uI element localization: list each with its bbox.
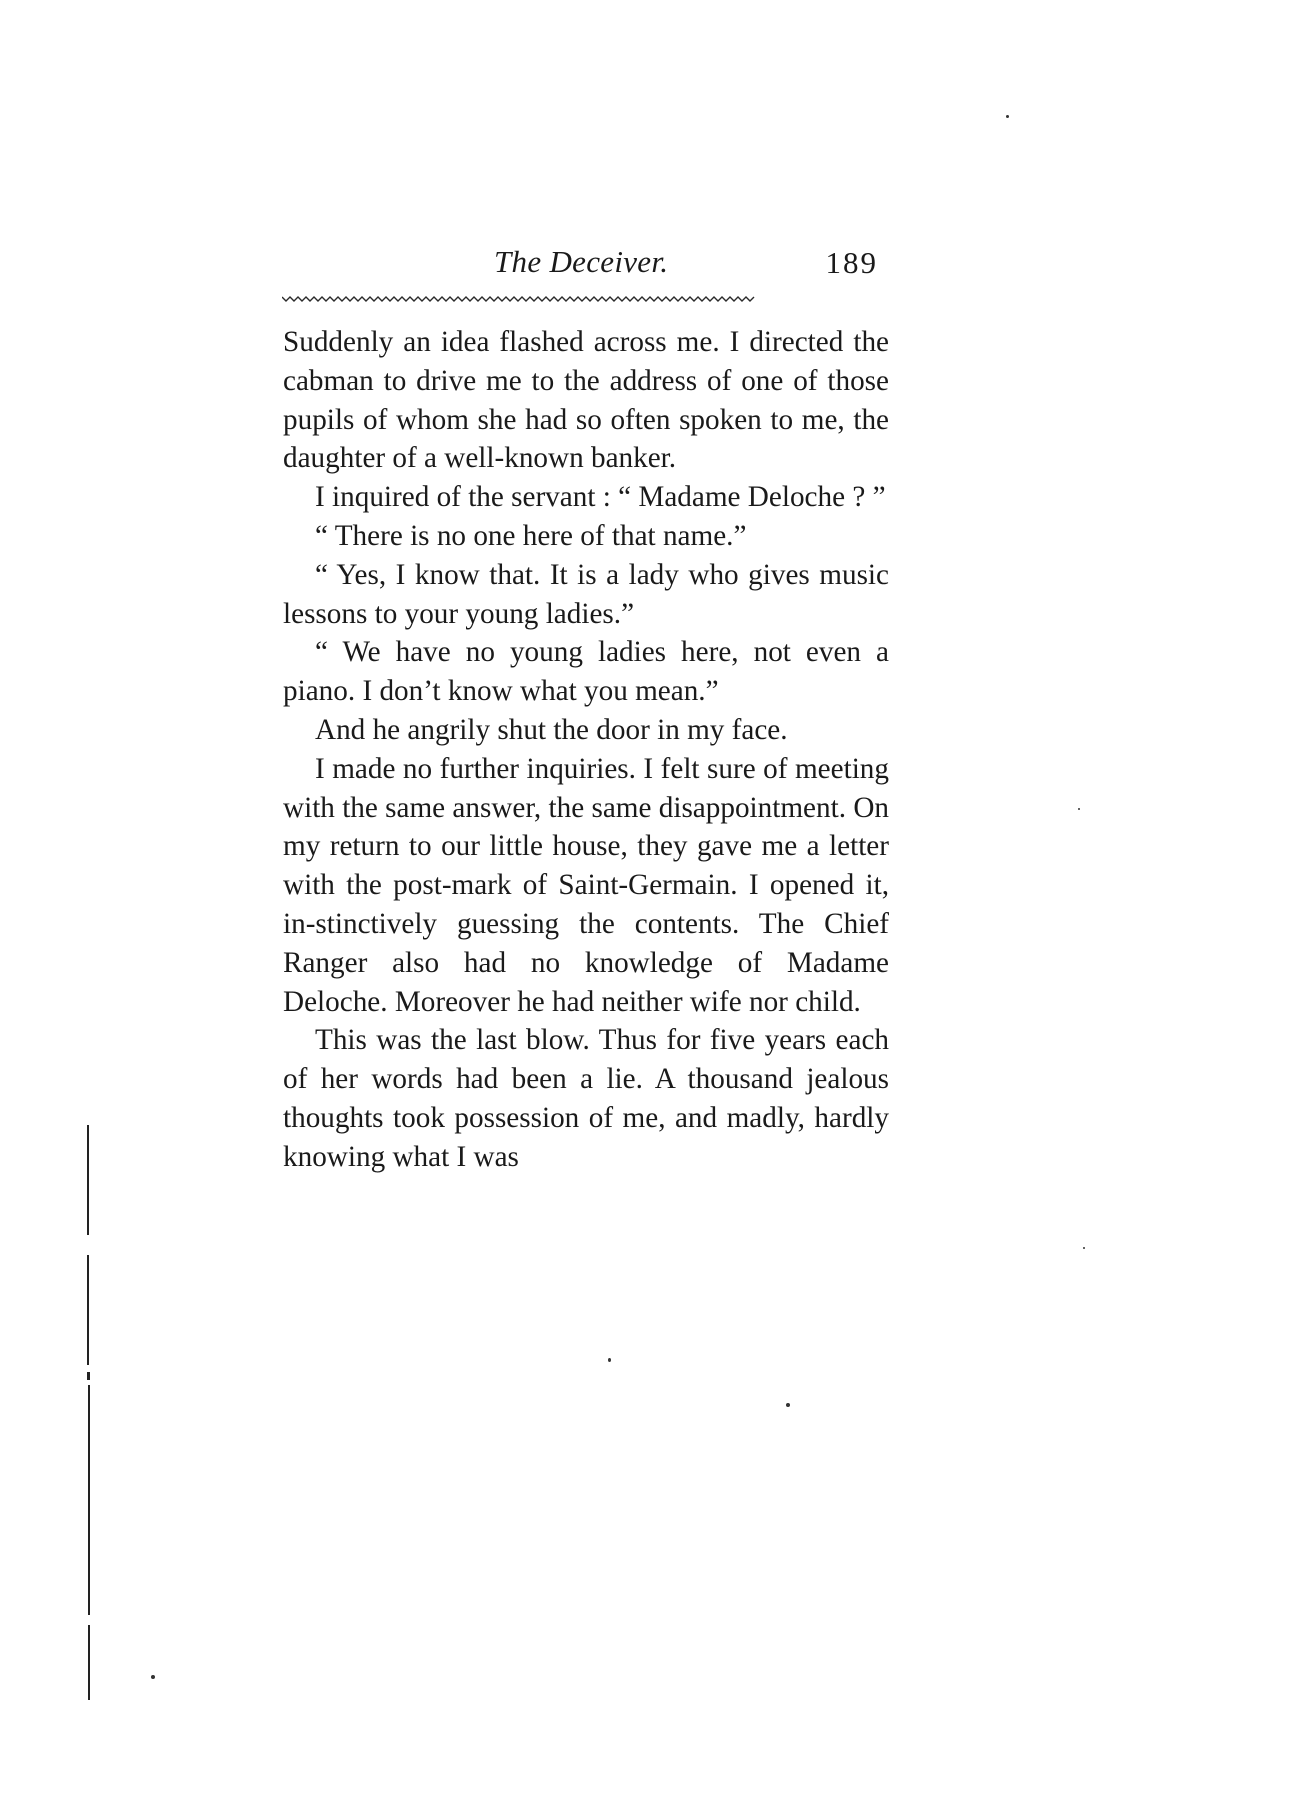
scan-speck: [1078, 808, 1080, 810]
binding-edge-mark: [88, 1385, 90, 1615]
scan-speck: [786, 1403, 790, 1407]
binding-edge-mark: [87, 1372, 90, 1380]
scan-speck: [1083, 1247, 1085, 1249]
paragraph: This was the last blow. Thus for five years each of her words had been a lie. A thousand jealous thoughts took possession of me, and madly, hardly knowing what I was: [283, 1024, 889, 1173]
header-ornamental-rule: [282, 295, 890, 303]
binding-edge-mark: [88, 1625, 90, 1700]
paragraph: “ There is no one here of that name.”: [315, 519, 747, 552]
paragraph: I inquired of the servant : “ Madame Deloche ? ”: [315, 481, 886, 514]
scan-speck: [1006, 115, 1009, 118]
scan-speck: [151, 1675, 155, 1679]
page-header: [282, 244, 888, 290]
body-text: [283, 323, 889, 1177]
running-title: The Deceiver.: [494, 244, 669, 279]
binding-edge-mark: [87, 1255, 89, 1365]
paragraph: “ We have no young ladies here, not even a piano. I don’t know what you mean.”: [283, 636, 889, 708]
binding-edge-mark: [87, 1125, 89, 1235]
paragraph: Suddenly an idea flashed across me. I directed the cabman to drive me to the address of one of those pupils of whom she had so often spoken to me, the daughter of a well-known banker.: [283, 326, 889, 475]
paragraph: And he angrily shut the door in my face.: [315, 713, 788, 746]
scan-speck: [608, 1358, 611, 1362]
page-number: 189: [825, 245, 878, 280]
paragraph: “ Yes, I know that. It is a lady who gives music lessons to your young ladies.”: [283, 558, 889, 630]
paragraph: I made no further inquiries. I felt sure of meeting with the same answer, the same disappointment. On my return to our little house, they gave me a letter with the post-mark of Saint-Germain. I opened it, in-stinctively guessing the contents. The Chief Ranger also had no knowledge of Madame Deloche. Moreover he had neither wife nor child.: [283, 752, 889, 1018]
